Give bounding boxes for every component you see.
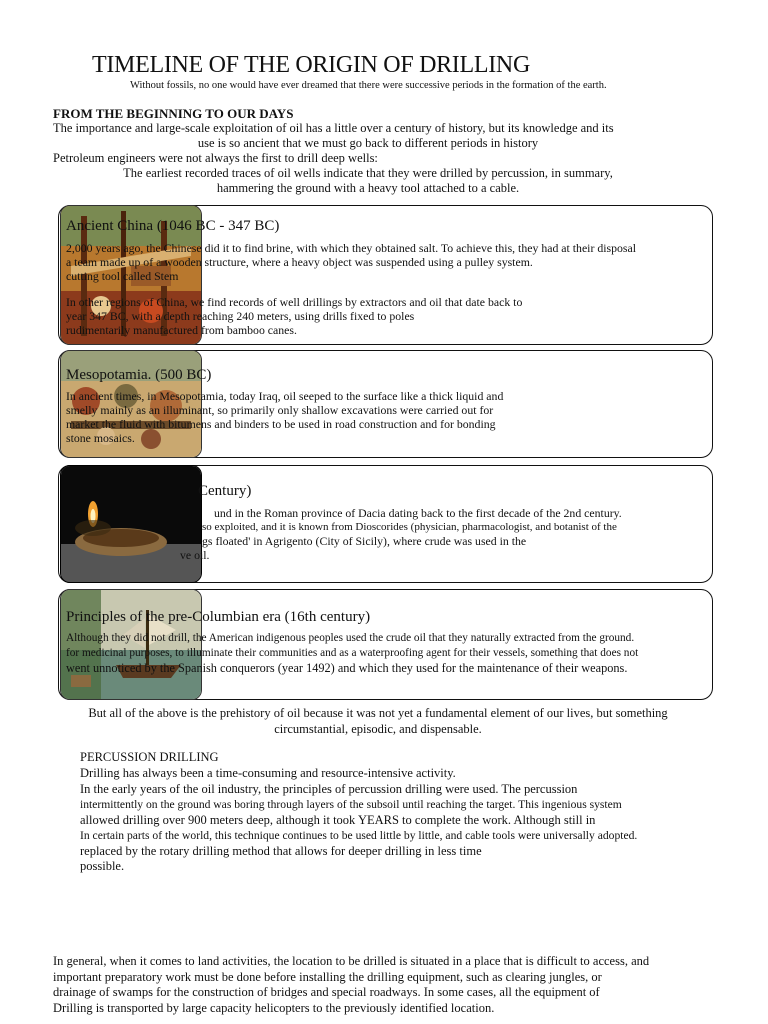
intro-line: Petroleum engineers were not always the first to drill deep wells: — [53, 151, 378, 165]
final-line: Drilling is transported by large capacity helicopters to the previously identified location. — [53, 1000, 495, 1015]
percussion-line: In the early years of the oil industry, the principles of percussion drilling were used. The percussion — [80, 781, 578, 796]
final-line: In general, when it comes to land activities, the location to be drilled is situated in a place that is difficult to access, and — [53, 954, 650, 968]
card-body — [66, 241, 706, 337]
percussion-line: intermittently on the ground was boring through layers of the subsoil until reaching the target. This ingenious system — [80, 798, 622, 811]
prehistory-paragraph: But all of the above is the prehistory of oil because it was not yet a fundamental element of our lives, but something circumstantial, episodic, and dispensable. — [88, 706, 668, 736]
intro-line: hammering the ground with a heavy tool attached to a cable. — [216, 181, 520, 195]
card-line: rudimentarily manufactured from bamboo canes. — [66, 323, 297, 337]
card-line: 2,000 years ago, the Chinese did it to find brine, with which they obtained salt. To achieve this, they had at their disposal — [66, 241, 636, 255]
card-line: smelly mainly as an illuminant, so primarily only shallow excavations were carried out for — [66, 403, 494, 417]
final-line: important preparatory work must be done before installing the drilling equipment, such as clearing jungles, or — [53, 969, 602, 984]
card-line: In ancient times, in Mesopotamia, today Iraq, oil seeped to the surface like a thick liquid and — [66, 389, 504, 403]
percussion-line: possible. — [80, 859, 125, 873]
card-line: so exploited, and it is known from Dioscorides (physician, pharmacologist, and botanist of the — [202, 521, 617, 533]
final-paragraph — [53, 954, 713, 1016]
card-line: year 347 BC, with a depth reaching 240 meters, using drills fixed to poles — [66, 309, 415, 323]
card-line: market the fluid with bitumens and binders to be used in road construction and for bonding — [66, 417, 496, 431]
intro-line: The importance and large-scale exploitation of oil has a little over a century of history, but its knowledge and its — [53, 121, 614, 135]
percussion-line: allowed drilling over 900 meters deep, although it took YEARS to complete the work. Although still in — [80, 812, 596, 827]
percussion-line: In certain parts of the world, this technique continues to be used little by little, and cable tools were universally adopted. — [80, 829, 638, 842]
section-heading: FROM THE BEGINNING TO OUR DAYS — [53, 106, 294, 121]
card-line: In other regions of China, we find records of well drillings by extractors and oil that date back to — [66, 295, 523, 309]
card-line: stone mosaics. — [66, 431, 135, 445]
page-subtitle: Without fossils, no one would have ever dreamed that there were successive periods in the formation of the earth. — [130, 80, 607, 91]
card-line: for medicinal purposes, to illuminate their communities and as a waterproofing agent for their vessels, something that does not — [66, 647, 639, 659]
card-line: cutting tool called Stem — [66, 269, 179, 283]
intro-line: The earliest recorded traces of oil wells indicate that they were drilled by percussion, in summary, — [123, 166, 613, 180]
intro-paragraph — [53, 121, 683, 196]
percussion-line: Drilling has always been a time-consuming and resource-intensive activity. — [80, 766, 456, 780]
card-body — [66, 631, 711, 676]
card-title: Century) — [198, 483, 252, 499]
card-line: a team made up of a wooden structure, where a heavy object was suspended using a pulley system. — [66, 255, 533, 269]
card-line: gs floated' in Agrigento (City of Sicily), where crude was used in the — [202, 534, 527, 548]
card-title: Principles of the pre-Columbian era (16th century) — [66, 609, 371, 625]
card-body — [66, 389, 706, 445]
page-title: TIMELINE OF THE ORIGIN OF DRILLING — [92, 52, 530, 78]
card-line: und in the Roman province of Dacia dating back to the first decade of the 2nd century. — [214, 506, 622, 520]
card-line: ve oil. — [180, 548, 210, 562]
card-body — [66, 506, 706, 562]
percussion-paragraph — [80, 766, 720, 875]
card-line: Although they did not drill, the American indigenous peoples used the crude oil that they naturally extracted from the ground. — [66, 632, 635, 644]
card-title: Mesopotamia. (500 BC) — [66, 367, 212, 383]
percussion-heading: PERCUSSION DRILLING — [80, 750, 219, 764]
percussion-line: replaced by the rotary drilling method that allows for deeper drilling in less time — [80, 843, 482, 858]
card-line: went unnoticed by the Spanish conquerors (year 1492) and which they used for the maintenance of their weapons. — [66, 661, 628, 675]
card-title: Ancient China (1046 BC - 347 BC) — [66, 218, 280, 234]
final-line: drainage of swamps for the construction of bridges and special roadways. In some cases, all the equipment of — [53, 985, 600, 999]
card-line — [66, 283, 706, 295]
intro-line: use is so ancient that we must go back to different periods in history — [197, 136, 539, 150]
